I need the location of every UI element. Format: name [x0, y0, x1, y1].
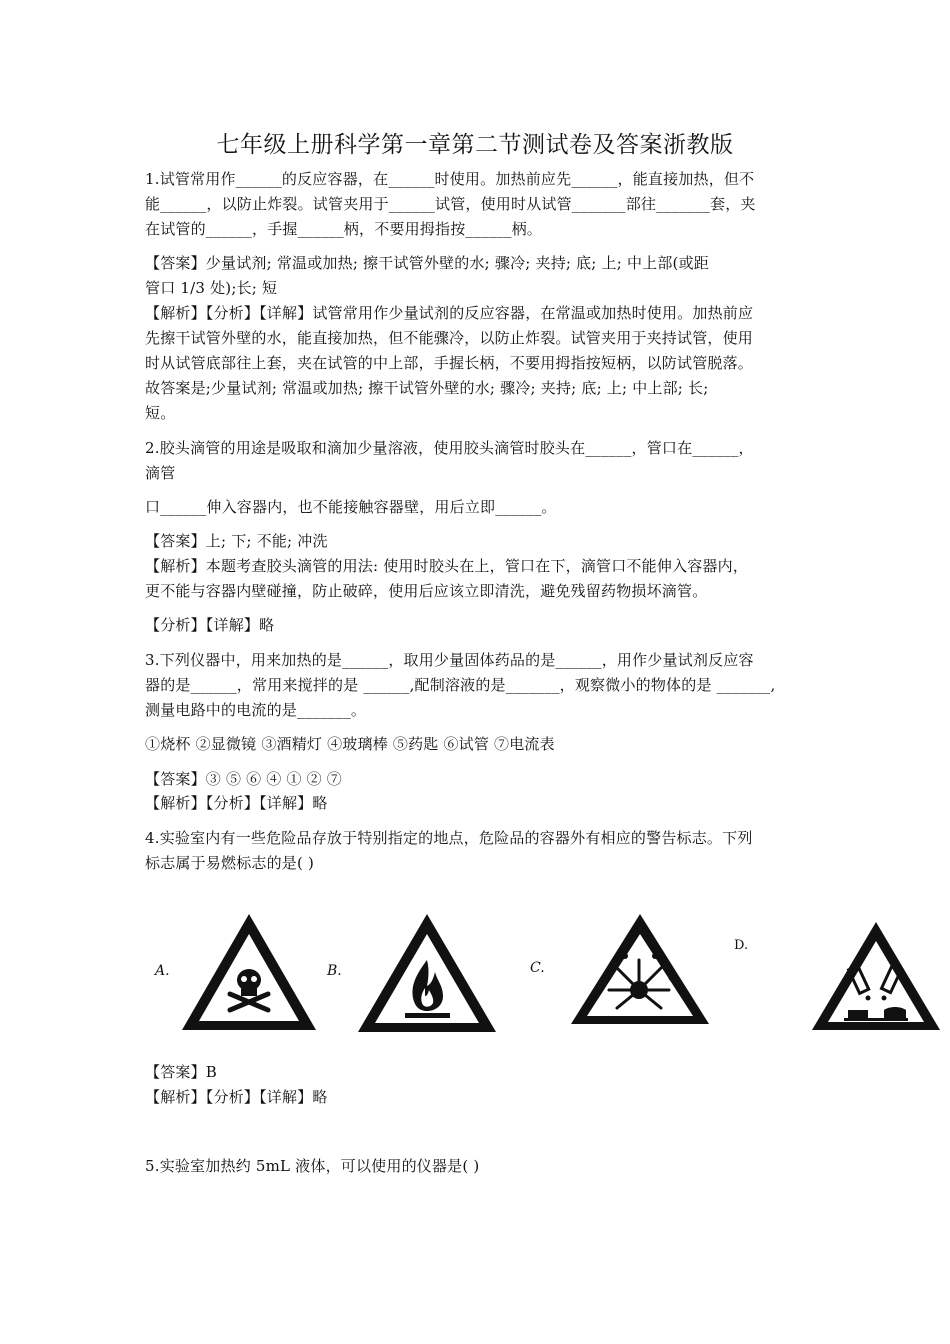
option-a-label: A.: [155, 963, 170, 979]
q1-analysis-3: 时从试管底部往上套，夹在试管的中上部，手握长柄，不要用拇指按短柄，以防试管脱落。: [145, 354, 754, 372]
q4-line-1: 4.实验室内有一些危险品存放于特别指定的地点，危险品的容器外有相应的警告标志。下列: [145, 829, 753, 847]
q4-answer: 【答案】B: [145, 1063, 218, 1081]
q2-analysis-1: 【解析】本题考查胶头滴管的用法: 使用时胶头在上，管口在下，滴管口不能伸入容器内，: [145, 557, 749, 575]
q3-analysis: 【解析】【分析】【详解】略: [145, 794, 328, 812]
q1-analysis-1: 【解析】【分析】【详解】试管常用作少量试剂的反应容器，在常温或加热时使用。加热前应: [145, 304, 754, 322]
q1-analysis-4: 故答案是;少量试剂; 常温或加热; 擦干试管外壁的水; 骤冷; 夹持; 底; 上; 中上部; 长;: [145, 379, 709, 397]
q3-line-3: 测量电路中的电流的是_______。: [145, 701, 367, 719]
q1-answer-1: 【答案】少量试剂; 常温或加热; 擦干试管外壁的水; 骤冷; 夹持; 底; 上; 中上部(或距: [145, 254, 710, 272]
q4-analysis: 【解析】【分析】【详解】略: [145, 1088, 328, 1106]
q1-line-3: 在试管的______，手握______柄，不要用拇指按______柄。: [145, 220, 543, 238]
q2-detail: 【分析】【详解】略: [145, 616, 275, 634]
q5-line: 5.实验室加热约 5mL 液体，可以使用的仪器是( ): [145, 1157, 480, 1175]
q1-line-2: 能______，以防止炸裂。试管夹用于______试管，使用时从试管_______部往_______套，夹: [145, 195, 756, 213]
toxic-skull-icon: [178, 910, 320, 1034]
q3-line-2: 器的是______，常用来搅拌的是 ______,配制溶液的是_______，观察微小的物体的是 _______,: [145, 676, 776, 694]
option-b-label: B.: [327, 963, 342, 979]
q1-answer-2: 管口 1/3 处);长; 短: [145, 279, 278, 297]
option-d-label: D.: [734, 938, 749, 953]
q2-line-3: 口______伸入容器内，也不能接触容器壁，用后立即______。: [145, 498, 557, 516]
q4-line-2: 标志属于易燃标志的是( ): [145, 854, 315, 872]
q3-answer: 【答案】③ ⑤ ⑥ ④ ① ② ⑦: [145, 770, 343, 788]
explosive-icon: [567, 910, 713, 1028]
q1-analysis-2: 先擦干试管外壁的水，能直接加热，但不能骤冷，以防止炸裂。试管夹用于夹持试管，使用: [145, 329, 754, 347]
corrosive-icon: [808, 918, 944, 1034]
q3-line-1: 3.下列仪器中，用来加热的是______，取用少量固体药品的是______，用作少量试剂反应容: [145, 651, 754, 669]
q2-line-1: 2.胶头滴管的用途是吸取和滴加少量溶液，使用胶头滴管时胶头在______，管口在______，: [145, 439, 754, 457]
q2-answer: 【答案】上; 下; 不能; 冲洗: [145, 532, 328, 550]
option-c-label: C.: [530, 960, 545, 976]
page-title: 七年级上册科学第一章第二节测试卷及答案浙教版: [216, 132, 734, 158]
q1-analysis-5: 短。: [145, 404, 176, 422]
q3-options: ①烧杯 ②显微镜 ③酒精灯 ④玻璃棒 ⑤药匙 ⑥试管 ⑦电流表: [145, 735, 555, 753]
q1-line-1: 1.试管常用作______的反应容器，在______时使用。加热前应先______，能直接加热，但不: [145, 170, 755, 188]
q2-analysis-2: 更不能与容器内壁碰撞，防止破碎，使用后应该立即清洗，避免残留药物损坏滴管。: [145, 582, 708, 600]
q2-line-2: 滴管: [145, 464, 176, 482]
flammable-flame-icon: [355, 910, 500, 1036]
